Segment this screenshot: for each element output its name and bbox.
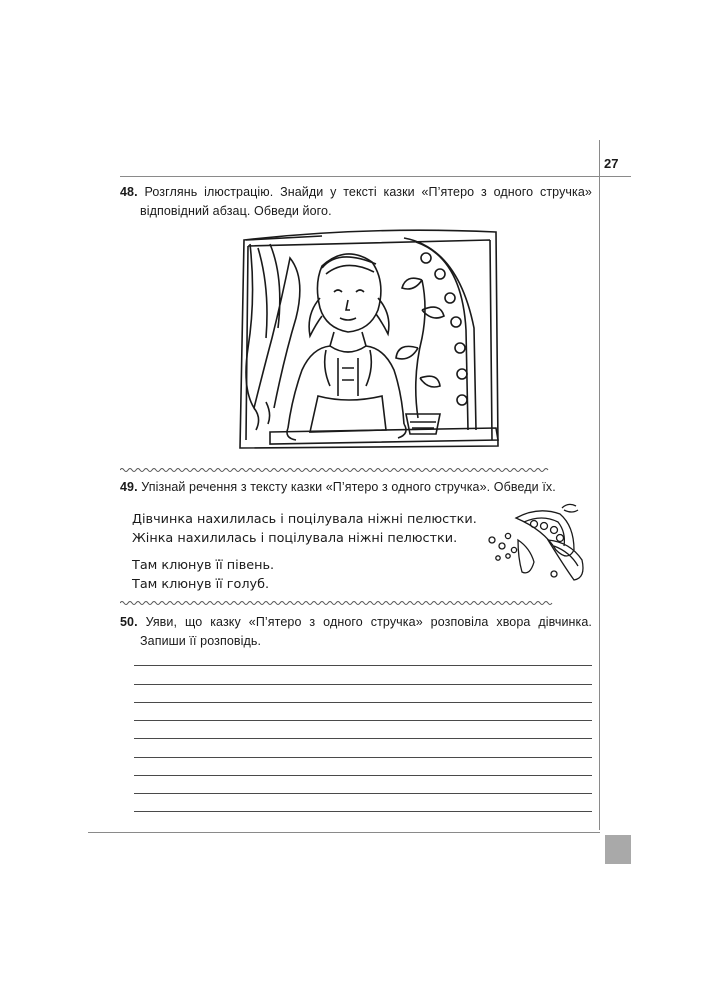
task-48 [120, 183, 592, 221]
task-49-text-line1: Упізнай речення з тексту казки «П’ятеро з одного стручка». Обведи їх. [141, 480, 556, 494]
writing-line[interactable] [134, 665, 592, 666]
task-49-number: 49. [120, 480, 138, 494]
pea-pod-illustration [478, 500, 590, 590]
task-50-number: 50. [120, 615, 138, 629]
bottom-rule [88, 832, 600, 833]
wavy-separator-1 [120, 466, 592, 474]
writing-line[interactable] [134, 684, 592, 685]
task-50-text-line2: Запиши її розповідь. [140, 634, 262, 648]
sentence-2: Жінка нахилилась і поцілувала ніжні пелюстки. [132, 531, 458, 546]
page-number: 27 [604, 156, 619, 171]
writing-line[interactable] [134, 720, 592, 721]
task-49 [120, 478, 592, 497]
task-48-number: 48. [120, 185, 138, 199]
girl-at-window-illustration [226, 218, 512, 458]
top-rule [120, 176, 631, 177]
task-48-text-line2: відповідний абзац. Обведи його. [140, 204, 332, 218]
wavy-separator-2 [120, 599, 592, 607]
right-margin-rule [599, 140, 600, 830]
writing-line[interactable] [134, 738, 592, 739]
writing-line[interactable] [134, 775, 592, 776]
writing-line[interactable] [134, 811, 592, 812]
task-48-text-line1: Розглянь ілюстрацію. Знайди у тексті казки «П’ятеро з одного стручка» [144, 185, 592, 199]
sentence-1: Дівчинка нахилилась і поцілувала ніжні пелюстки. [132, 512, 477, 527]
sentence-3: Там клюнув її півень. [132, 558, 275, 573]
page-edge-tab [605, 835, 631, 864]
task-50-text-line1: Уяви, що казку «П’ятеро з одного стручка» розповіла хвора дівчинка. [145, 615, 592, 629]
writing-line[interactable] [134, 702, 592, 703]
writing-line[interactable] [134, 757, 592, 758]
task-50 [120, 613, 592, 651]
writing-line[interactable] [134, 793, 592, 794]
sentence-4: Там клюнув її голуб. [132, 577, 270, 592]
